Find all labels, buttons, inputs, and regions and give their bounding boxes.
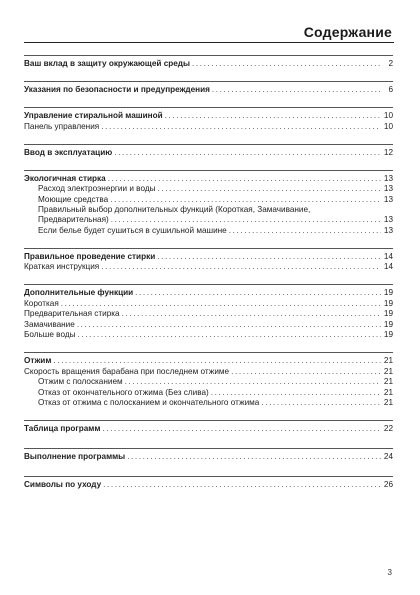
toc-entry-label: Скорость вращения барабана при последнем отжиме xyxy=(24,366,230,376)
toc-entry-label: Если белье будет сушиться в сушильной машине xyxy=(38,225,227,235)
toc-entry[interactable] xyxy=(24,398,393,408)
toc-heading[interactable] xyxy=(24,59,393,69)
toc-page-number: 10 xyxy=(383,111,393,120)
dot-leader xyxy=(125,377,381,387)
toc-page-number: 21 xyxy=(383,387,393,397)
toc-section xyxy=(24,352,393,408)
dot-leader xyxy=(211,388,381,398)
toc-entry[interactable] xyxy=(24,309,393,319)
dot-leader xyxy=(122,309,381,319)
dot-leader xyxy=(157,184,381,194)
dot-leader xyxy=(165,111,381,121)
toc-entry-label: Символы по уходу xyxy=(24,480,102,489)
toc-entry[interactable] xyxy=(24,195,393,205)
toc-entry-label: Краткая инструкция xyxy=(24,262,100,271)
dot-leader xyxy=(111,215,381,225)
toc-entry-label: Предварительная стирка xyxy=(24,309,120,318)
toc-heading[interactable] xyxy=(24,452,393,462)
toc-entry-label: Отказ от окончательного отжима (Без слива) xyxy=(38,387,209,397)
toc-section xyxy=(24,81,393,95)
toc-entry[interactable] xyxy=(24,367,393,377)
dot-leader xyxy=(103,480,381,490)
toc-heading[interactable] xyxy=(24,288,393,298)
dot-leader xyxy=(127,452,381,462)
toc-entry[interactable] xyxy=(24,205,393,225)
toc-page-number: 13 xyxy=(383,225,393,235)
toc-page-number: 19 xyxy=(383,319,393,329)
toc-entry[interactable] xyxy=(24,377,393,387)
toc-entry[interactable] xyxy=(24,226,393,236)
toc-entry-label: Ввод в эксплуатацию xyxy=(24,147,113,157)
toc-heading[interactable] xyxy=(24,85,393,95)
dot-leader xyxy=(231,367,381,377)
dot-leader xyxy=(101,262,381,272)
dot-leader xyxy=(212,85,381,95)
page-number: 3 xyxy=(387,568,392,577)
toc-entry[interactable] xyxy=(24,388,393,398)
page-title: Содержание xyxy=(303,24,392,40)
dot-leader xyxy=(229,226,381,236)
toc-page-number: 24 xyxy=(383,452,393,461)
dot-leader xyxy=(53,356,381,366)
title-divider xyxy=(24,42,394,43)
toc-page-number: 14 xyxy=(383,251,393,261)
dot-leader xyxy=(157,252,381,262)
toc-heading[interactable] xyxy=(24,111,393,121)
toc-entry-label: Указания по безопасности и предупреждения xyxy=(24,85,210,94)
toc-entry[interactable] xyxy=(24,262,393,272)
toc-page-number: 19 xyxy=(383,298,393,308)
toc-entry-label: Панель управления xyxy=(24,121,100,131)
toc-entry-label-cont: Предварительная) xyxy=(38,215,109,224)
toc-page-number: 22 xyxy=(383,424,393,433)
dot-leader xyxy=(108,174,381,184)
toc-entry-label: Дополнительные функции xyxy=(24,288,134,297)
toc-entry-label: Отжим xyxy=(24,356,52,365)
dot-leader xyxy=(261,398,381,408)
toc-section xyxy=(24,170,393,236)
toc-page-number: 21 xyxy=(383,377,393,386)
toc-page-number: 21 xyxy=(383,398,393,407)
toc-entry[interactable] xyxy=(24,330,393,340)
toc-section xyxy=(24,248,393,273)
toc-page-number: 19 xyxy=(383,309,393,318)
toc-entry-label: Выполнение программы xyxy=(24,452,126,461)
dot-leader xyxy=(77,320,381,330)
table-of-contents xyxy=(24,55,393,490)
toc-entry-label: Управление стиральной машиной xyxy=(24,111,163,120)
dot-leader xyxy=(114,148,381,158)
toc-section xyxy=(24,420,393,434)
toc-section xyxy=(24,284,393,340)
toc-entry-label: Расход электроэнергии и воды xyxy=(38,184,156,193)
toc-page-number: 10 xyxy=(383,121,393,131)
dot-leader xyxy=(102,424,381,434)
toc-section xyxy=(24,144,393,158)
toc-heading[interactable] xyxy=(24,148,393,158)
toc-entry-label: Ваш вклад в защиту окружающей среды xyxy=(24,59,190,68)
toc-entry[interactable] xyxy=(24,184,393,194)
toc-entry-label: Замачивание xyxy=(24,319,75,329)
toc-entry-label: Короткая xyxy=(24,298,59,308)
toc-heading[interactable] xyxy=(24,424,393,434)
dot-leader xyxy=(61,299,381,309)
dot-leader xyxy=(77,330,381,340)
toc-entry-label: Отказ от отжима с полосканием и окончательного отжима xyxy=(38,398,260,407)
toc-page-number: 13 xyxy=(383,215,393,224)
toc-entry[interactable] xyxy=(24,320,393,330)
toc-page-number: 26 xyxy=(383,480,393,489)
toc-entry-label: Моющие средства xyxy=(38,194,109,204)
toc-page-number: 14 xyxy=(383,262,393,271)
toc-page-number: 19 xyxy=(383,330,393,339)
toc-page-number: 19 xyxy=(383,288,393,297)
toc-entry[interactable] xyxy=(24,122,393,132)
toc-page-number: 6 xyxy=(388,85,393,94)
toc-entry-label: Правильный выбор дополнительных функций (Короткая, Замачивание, xyxy=(38,205,311,214)
dot-leader xyxy=(101,122,381,132)
toc-entry-label: Правильное проведение стирки xyxy=(24,251,156,261)
toc-entry-label: Экологичная стирка xyxy=(24,173,106,183)
toc-heading[interactable] xyxy=(24,252,393,262)
toc-page-number: 21 xyxy=(383,366,393,376)
toc-page-number: 12 xyxy=(383,147,393,157)
toc-section xyxy=(24,107,393,132)
toc-entry[interactable] xyxy=(24,299,393,309)
toc-heading[interactable] xyxy=(24,356,393,366)
toc-section xyxy=(24,448,393,462)
toc-entry-label: Отжим с полосканием xyxy=(38,377,123,386)
toc-page-number: 13 xyxy=(383,194,393,204)
dot-leader xyxy=(192,59,381,69)
dot-leader xyxy=(135,288,381,298)
toc-entry-label: Таблица программ xyxy=(24,424,101,433)
toc-page-number: 21 xyxy=(383,356,393,365)
dot-leader xyxy=(110,195,381,205)
toc-page-number: 13 xyxy=(383,173,393,183)
toc-entry-label: Больше воды xyxy=(24,330,76,339)
toc-section xyxy=(24,476,393,490)
toc-heading[interactable] xyxy=(24,480,393,490)
toc-heading[interactable] xyxy=(24,174,393,184)
toc-page-number: 2 xyxy=(388,59,393,68)
toc-page-number: 13 xyxy=(383,184,393,193)
toc-section xyxy=(24,55,393,69)
